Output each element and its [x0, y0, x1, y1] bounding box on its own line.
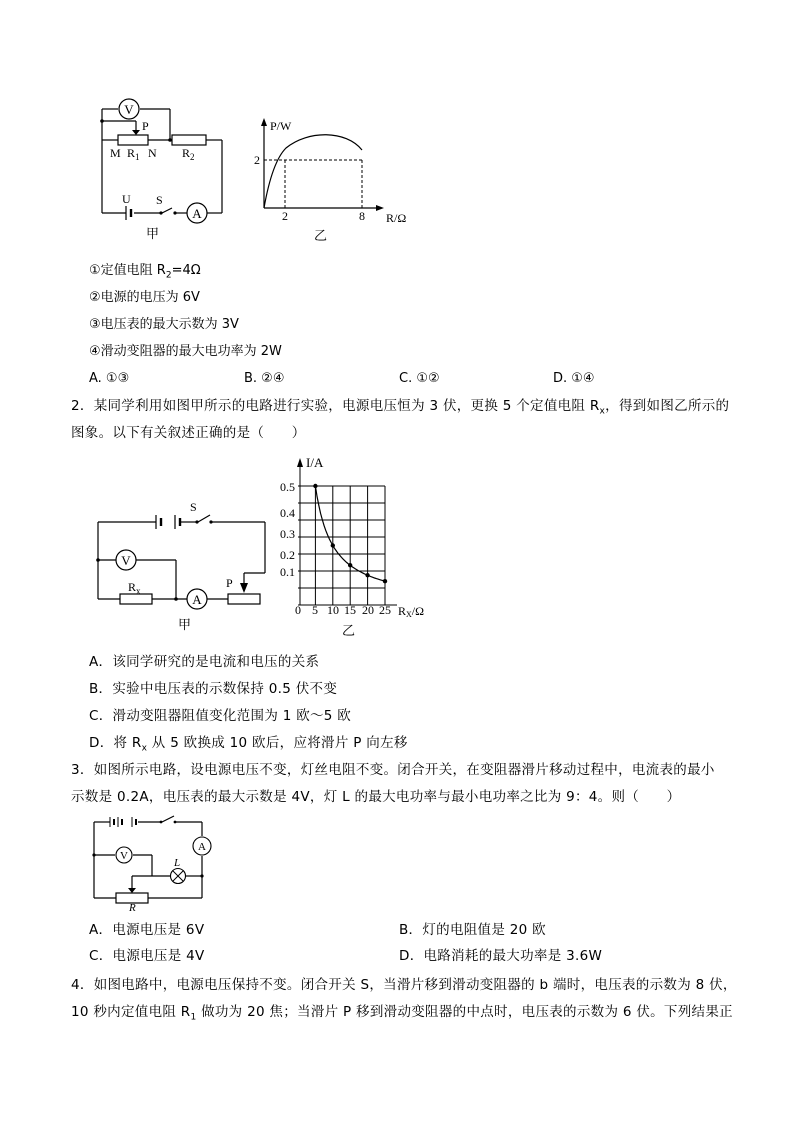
q1-option-a[interactable]: A. ①③ — [89, 371, 130, 386]
q2-option-a[interactable]: A．该同学研究的是电流和电压的关系 — [89, 654, 320, 670]
fig1-switch-label: S — [156, 193, 163, 207]
fig3-lamp-label: L — [174, 857, 181, 869]
fig1-slider-label: P — [142, 119, 149, 133]
q1-option-d[interactable]: D. ①④ — [553, 371, 595, 386]
fig2-graph-xlabel: RX/Ω — [398, 604, 425, 619]
figure1-power-graph — [248, 112, 418, 244]
fig1-caption-jia: 甲 — [146, 227, 160, 242]
q3-stem-line1: 3．如图所示电路，设电源电压不变，灯丝电阻不变。闭合开关，在变阻器滑片移动过程中，电流表的最小 — [71, 762, 715, 778]
fig1-m-label: M — [110, 146, 121, 160]
fig1-ammeter-label: A — [192, 206, 202, 221]
fig2-xtick-0: 0 — [295, 603, 301, 617]
fig1-graph-xlabel: R/Ω — [386, 211, 407, 225]
q2-stem-line1: 2．某同学利用如图甲所示的电路进行实验，电源电压恒为 3 伏，更换 5 个定值电阻 $R_x$，得到如图乙所示的 — [71, 398, 730, 417]
fig2-xtick-25: 25 — [379, 603, 391, 617]
fig2-ytick-01: 0.1 — [280, 565, 295, 579]
fig2-voltmeter-label: V — [121, 553, 131, 568]
q3-option-a[interactable]: A．电源电压是 6V — [89, 922, 205, 938]
fig2-data-point — [348, 563, 352, 567]
fig2-ytick-02: 0.2 — [280, 548, 295, 562]
q3-stem-line2: 示数是 0.2A，电压表的最大示数是 4V，灯 L 的最大电功率与最小电功率之比为 9：4。则（ ） — [71, 789, 681, 805]
fig1-graph-tick-x1: 2 — [282, 209, 288, 223]
figure2-current-graph — [272, 455, 442, 640]
fig2-xtick-5: 5 — [312, 603, 318, 617]
q4-stem-line2: 10 秒内定值电阻 $R_1$ 做功为 20 焦；当滑片 P 移到滑动变阻器的中点时，电压表的示数为 6 伏。下列结果正 — [71, 1004, 733, 1023]
fig1-graph-tick-x2: 8 — [359, 209, 365, 223]
fig3-rheostat-label: R — [129, 902, 136, 912]
fig2-ytick-03: 0.3 — [280, 527, 295, 541]
fig1-graph-tick-y: 2 — [254, 153, 260, 167]
fig1-source-label: U — [122, 192, 131, 206]
fig2-caption-yi: 乙 — [342, 624, 356, 639]
fig1-r1-label: $R_1$ — [127, 146, 140, 162]
q1-statement-2: ②电源的电压为 6V — [89, 290, 200, 305]
fig2-slider-label: P — [226, 576, 233, 590]
fig2-rx-label: $R_x$ — [128, 580, 141, 596]
fig2-caption-jia: 甲 — [178, 618, 192, 633]
fig3-voltmeter-label: V — [120, 850, 128, 862]
q1-option-b[interactable]: B. ②④ — [244, 371, 285, 386]
q1-option-c[interactable]: C. ①② — [399, 371, 440, 386]
fig3-ammeter-label: A — [198, 841, 206, 853]
fig2-data-point — [313, 484, 317, 488]
fig2-ammeter-label: A — [192, 592, 202, 607]
q1-statement-1: ①定值电阻 $R_2=4\Omega$ — [89, 263, 201, 281]
q3-option-d[interactable]: D．电路消耗的最大功率是 3.6W — [399, 948, 603, 964]
fig1-r2-label: $R_2$ — [182, 146, 195, 162]
figure3-circuit — [88, 812, 218, 912]
fig2-data-point — [331, 543, 335, 547]
fig2-ytick-04: 0.4 — [280, 506, 295, 520]
fig2-xtick-10: 10 — [327, 603, 339, 617]
figure2-circuit — [90, 495, 275, 635]
fig1-caption-yi: 乙 — [314, 229, 328, 244]
q4-stem-line1: 4．如图电路中，电源电压保持不变。闭合开关 S，当滑片移到滑动变阻器的 b 端时，电压表的示数为 8 伏， — [71, 977, 737, 993]
fig2-data-point — [383, 579, 387, 583]
fig2-xtick-20: 20 — [362, 603, 374, 617]
q2-option-d[interactable]: D．将 $R_x$ 从 5 欧换成 10 欧后，应将滑片 P 向左移 — [89, 735, 408, 754]
fig2-ytick-05: 0.5 — [280, 480, 295, 494]
q2-option-c[interactable]: C．滑动变阻器阻值变化范围为 1 欧～5 欧 — [89, 708, 352, 724]
fig1-voltmeter-label: V — [124, 102, 134, 117]
fig2-xtick-15: 15 — [344, 603, 356, 617]
q2-stem-line2: 图象。以下有关叙述正确的是（ ） — [71, 425, 306, 441]
q3-option-b[interactable]: B．灯的电阻值是 20 欧 — [399, 922, 546, 938]
fig2-switch-label: S — [190, 500, 197, 514]
q1-statement-4: ④滑动变阻器的最大电功率为 2W — [89, 344, 282, 359]
q2-option-b[interactable]: B．实验中电压表的示数保持 0.5 伏不变 — [89, 681, 338, 697]
fig1-n-label: N — [148, 146, 157, 160]
q1-statement-3: ③电压表的最大示数为 3V — [89, 317, 239, 332]
q3-option-c[interactable]: C．电源电压是 4V — [89, 948, 205, 964]
fig2-data-point — [365, 573, 369, 577]
figure1-circuit — [90, 92, 240, 242]
fig2-graph-ylabel: I/A — [306, 455, 324, 470]
fig1-graph-ylabel: P/W — [270, 119, 292, 133]
